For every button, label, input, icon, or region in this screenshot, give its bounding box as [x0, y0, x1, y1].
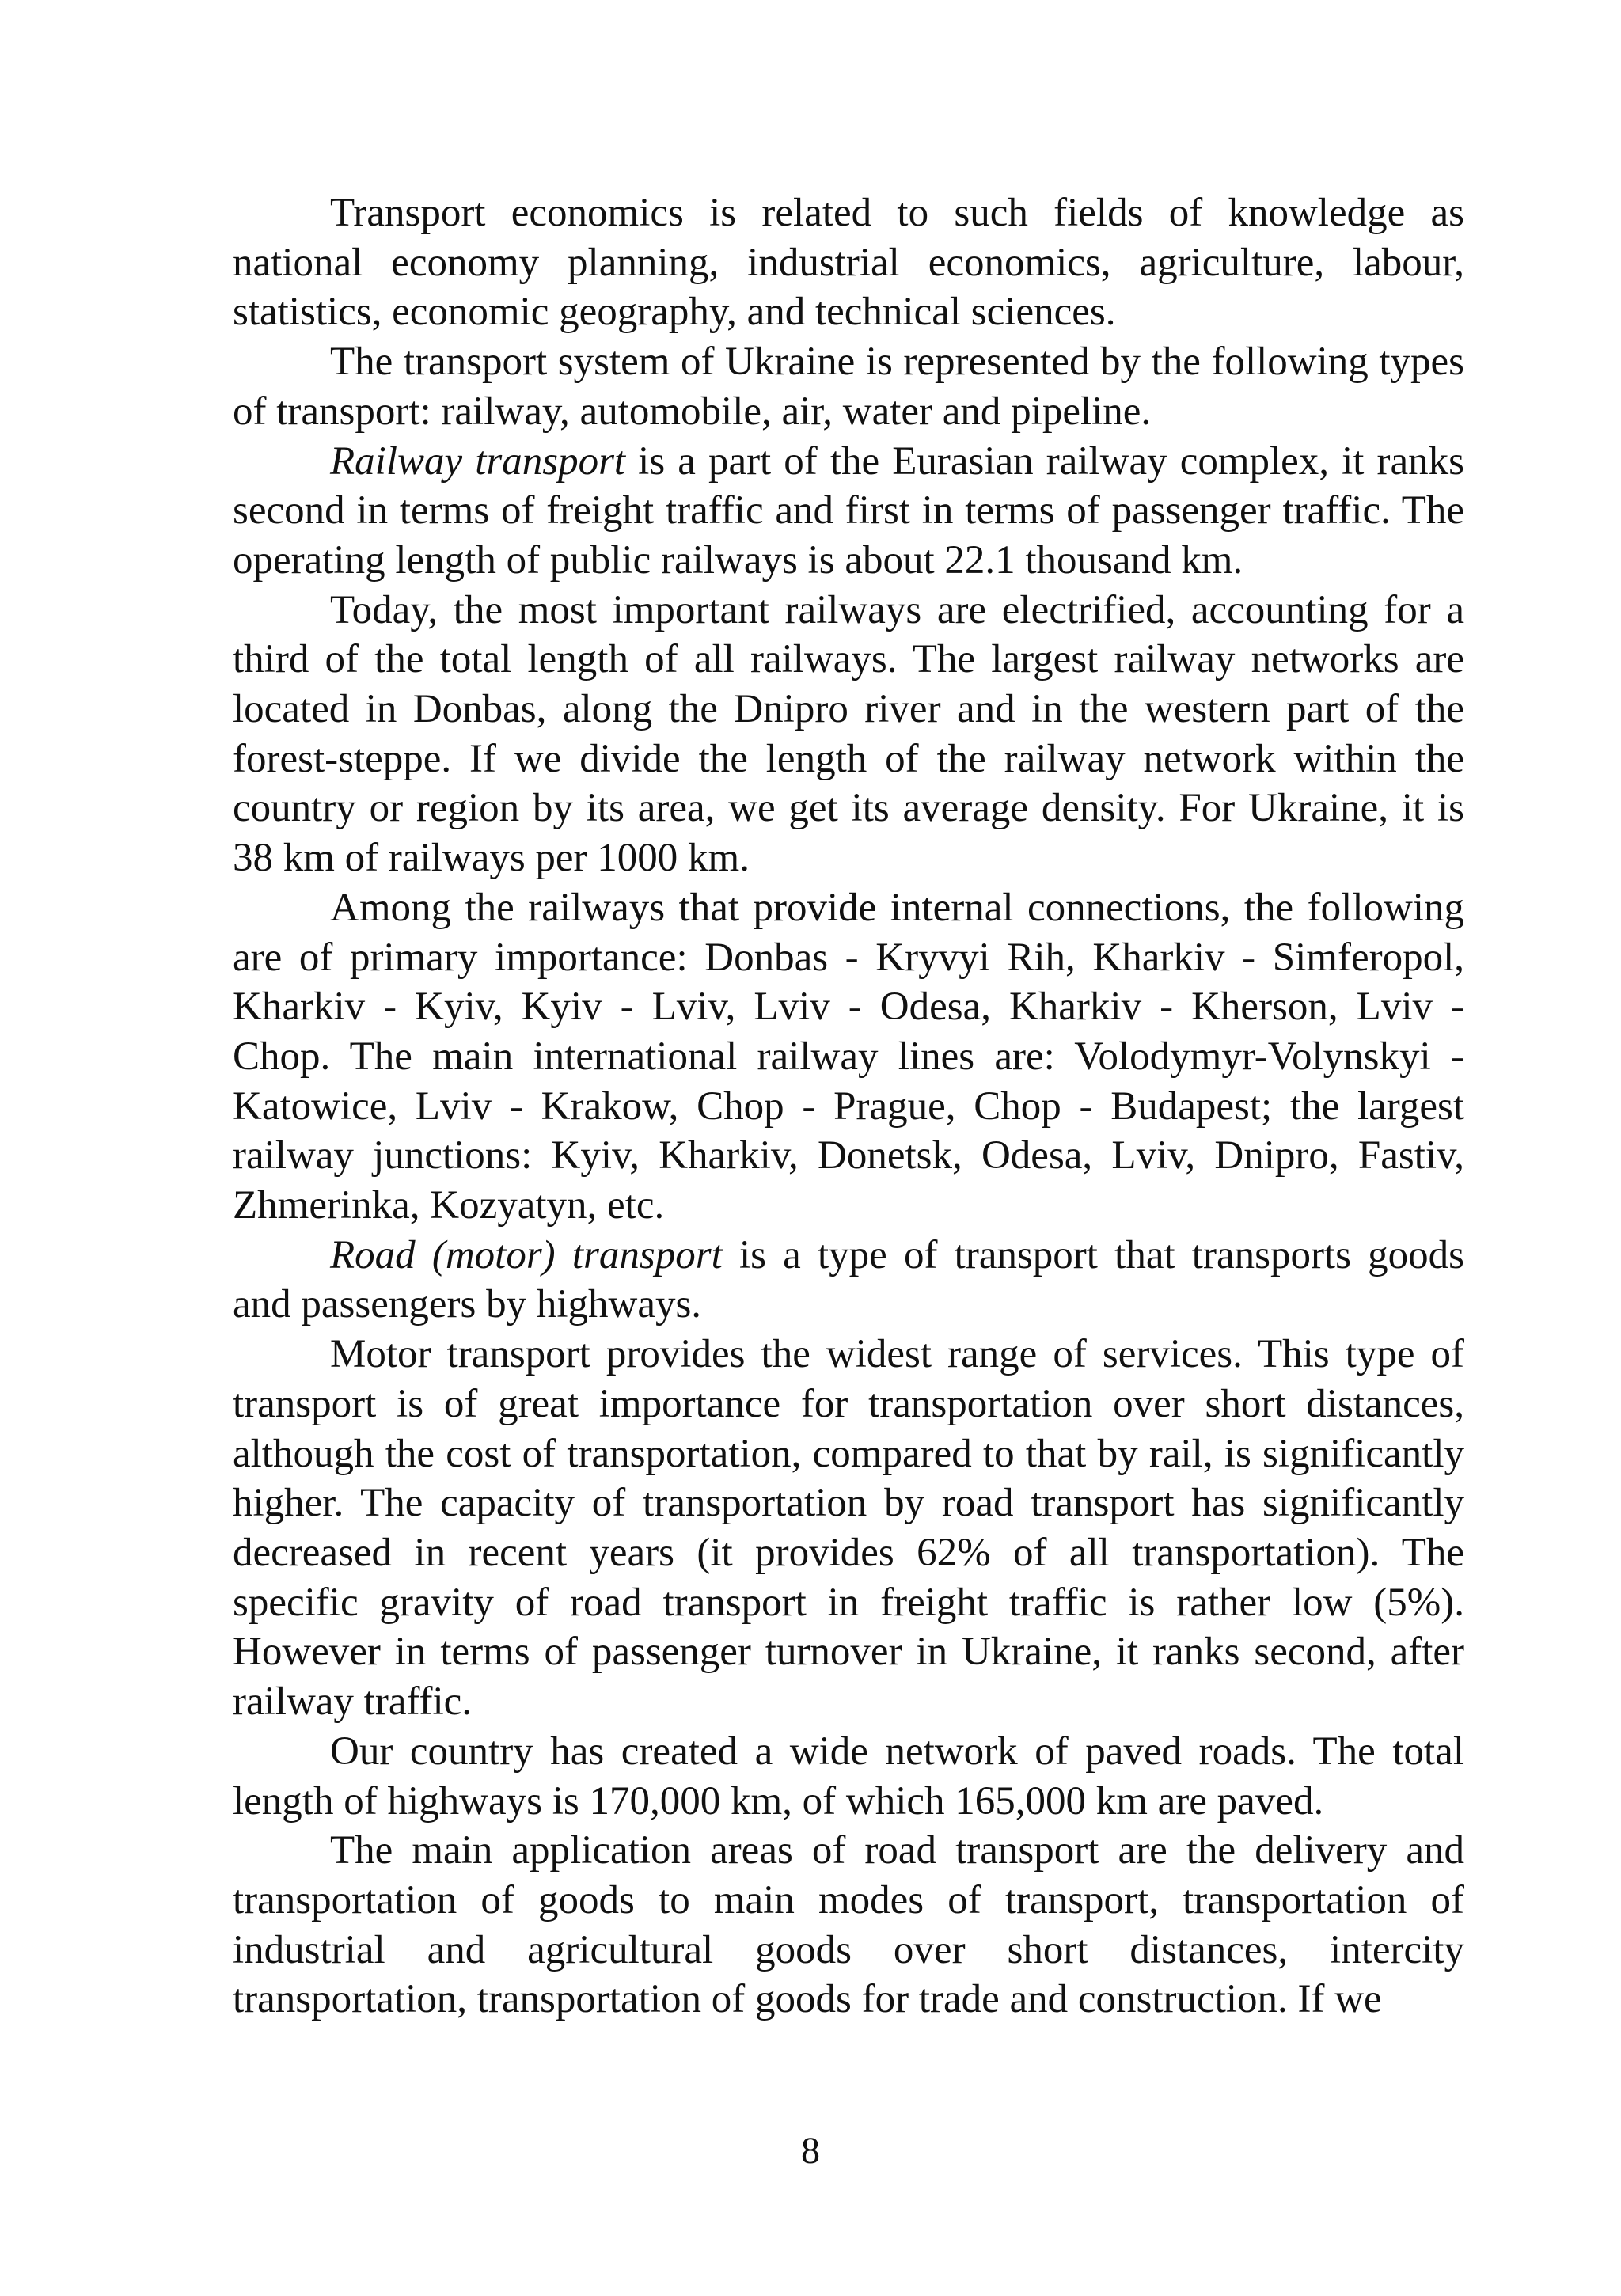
paragraph-road-application-areas: [233, 1826, 1464, 2025]
paragraph-text: Today, the most important railways are electrified, accounting for a third of the total length of all railways. The largest railway networks are located in Donbas, along the Dnipro river and in the western part of the forest-steppe. If we divide the length of the railway network within the country or region by its area, we get its average density. For Ukraine, it is 38 km of railways per 1000 km.: [233, 587, 1464, 881]
paragraph-transport-economics: [233, 188, 1464, 337]
paragraph-road-transport: [233, 1231, 1464, 1330]
paragraph-lead-road-transport: Road (motor) transport: [330, 1232, 723, 1277]
paragraph-transport-system: [233, 337, 1464, 436]
paragraph-lead-railway-transport: Railway transport: [330, 438, 626, 484]
paragraph-text: Our country has created a wide network of paved roads. The total length of highways is 170,000 km, of which 165,000 km are paved.: [233, 1729, 1464, 1824]
paragraph-text: The transport system of Ukraine is represented by the following types of transport: railway, automobile, air, water and pipeline.: [233, 340, 1464, 434]
paragraph-text: Motor transport provides the widest range of services. This type of transport is of great importance for transportation over short distances, although the cost of transportation, compared to that by rail, is significantly higher. The capacity of transportation by road transport has significantly decreased in recent years (it provides 62% of all transportation). The specific gravity of road transport in freight traffic is rather low (5%). However in terms of passenger turnover in Ukraine, it ranks second, after railway traffic.: [233, 1332, 1464, 1725]
paragraph-text: is a part of the Eurasian railway complex, it ranks second in terms of freight traffic and first in terms of passenger traffic. The operating length of public railways is about 22.1 thousand km.: [233, 438, 1464, 583]
paragraph-text: The main application areas of road transport are the delivery and transportation of goods to main modes of transport, transportation of industrial and agricultural goods over short distances, intercity transportation, transportation of goods for trade and construction. If we: [233, 1828, 1464, 2022]
paragraph-electrified-railways: [233, 586, 1464, 883]
paragraph-paved-roads: [233, 1727, 1464, 1826]
paragraph-motor-transport-services: [233, 1330, 1464, 1727]
paragraph-text: is a type of transport that transports goods and passengers by highways.: [233, 1232, 1464, 1327]
paragraph-railway-transport: [233, 437, 1464, 586]
document-page: [233, 188, 1464, 2025]
page-number: 8: [801, 2130, 820, 2172]
paragraph-railway-connections: [233, 883, 1464, 1231]
paragraph-text: Transport economics is related to such fields of knowledge as national economy planning, industrial economics, agriculture, labour, statistics, economic geography, and technical sciences.: [233, 191, 1464, 335]
paragraph-text: Among the railways that provide internal connections, the following are of primary importance: Donbas - Kryvyi Rih, Kharkiv - Simferopol, Kharkiv - Kyiv, Kyiv - Lviv, Lviv - Odesa, Kharkiv - Kherson, Lviv - Chop. The main international railway lines are: Volodymyr-Volynskyi - Katowice, Lviv - Krakow, Chop - Prague, Chop - Budapest; the largest railway junctions: Kyiv, Kharkiv, Donetsk, Odesa, Lviv, Dnipro, Fastiv, Zhmerinka, Kozyatyn, etc.: [233, 885, 1464, 1228]
